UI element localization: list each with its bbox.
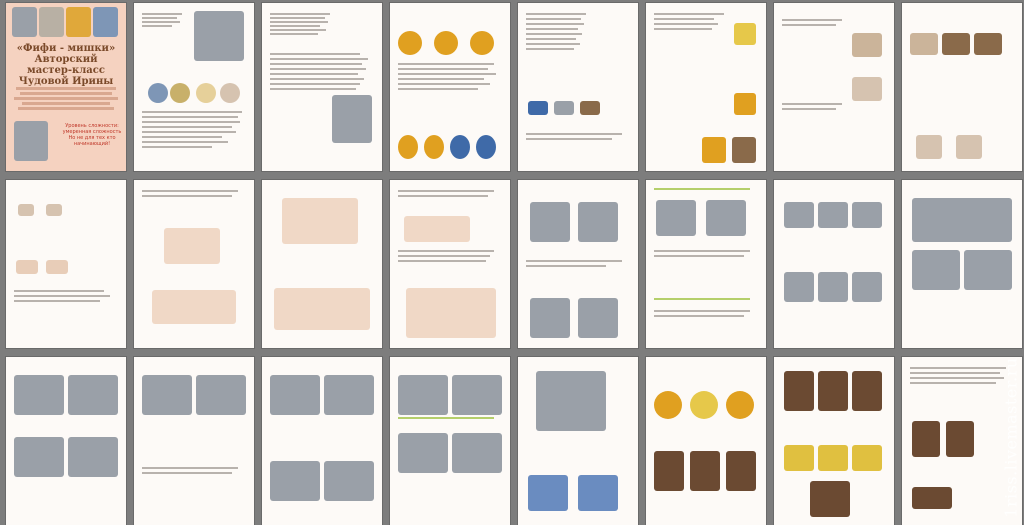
page-8 — [902, 3, 1022, 171]
page-18 — [134, 357, 254, 525]
difficulty-line: начинающий! — [73, 141, 111, 147]
page-19 — [262, 357, 382, 525]
page-6 — [646, 3, 766, 171]
cover-title-line: Чудовой Ирины — [18, 76, 114, 87]
page-2 — [134, 3, 254, 171]
yarn-photo — [170, 83, 190, 103]
page-14 — [646, 180, 766, 348]
watermark — [1000, 350, 1022, 525]
page-17 — [6, 357, 126, 525]
cover-title-line: мастер-класс — [27, 65, 105, 76]
highlight-bar — [654, 298, 750, 300]
cover-title — [6, 43, 126, 87]
cover-photo-2 — [39, 7, 64, 37]
page-10 — [134, 180, 254, 348]
difficulty-line: Но не для тех кто — [68, 135, 116, 141]
page-11 — [262, 180, 382, 348]
page-9 — [6, 180, 126, 348]
page-13 — [518, 180, 638, 348]
bear-photo — [194, 11, 244, 61]
page-12 — [390, 180, 510, 348]
yarn-photo — [196, 83, 216, 103]
difficulty-line: Уровень сложности: — [65, 123, 119, 129]
cover-title-line: Авторский — [34, 54, 98, 65]
page-3 — [262, 3, 382, 171]
highlight-bar — [398, 417, 494, 419]
cover-title-line: «Фифи - мишки» — [16, 43, 116, 54]
page-22 — [646, 357, 766, 525]
page-4 — [390, 3, 510, 171]
page-23 — [774, 357, 894, 525]
difficulty-note — [62, 123, 122, 147]
cover-description — [12, 85, 120, 112]
cover-photo-3 — [66, 7, 91, 37]
cover-page — [6, 3, 126, 171]
cover-photo-bear — [14, 121, 48, 161]
yarn-photo — [220, 83, 240, 103]
cover-photo-1 — [12, 7, 37, 37]
cover-photo-4 — [93, 7, 118, 37]
page-20 — [390, 357, 510, 525]
yarn-photo — [148, 83, 168, 103]
page-16 — [902, 180, 1022, 348]
page-5 — [518, 3, 638, 171]
page-21 — [518, 357, 638, 525]
difficulty-line: умеренная сложность — [62, 129, 122, 135]
watermark-text: 1riss.livemaster.ru — [1001, 357, 1021, 518]
highlight-bar — [654, 188, 750, 190]
bear-photo — [332, 95, 372, 143]
page-15 — [774, 180, 894, 348]
page-7 — [774, 3, 894, 171]
